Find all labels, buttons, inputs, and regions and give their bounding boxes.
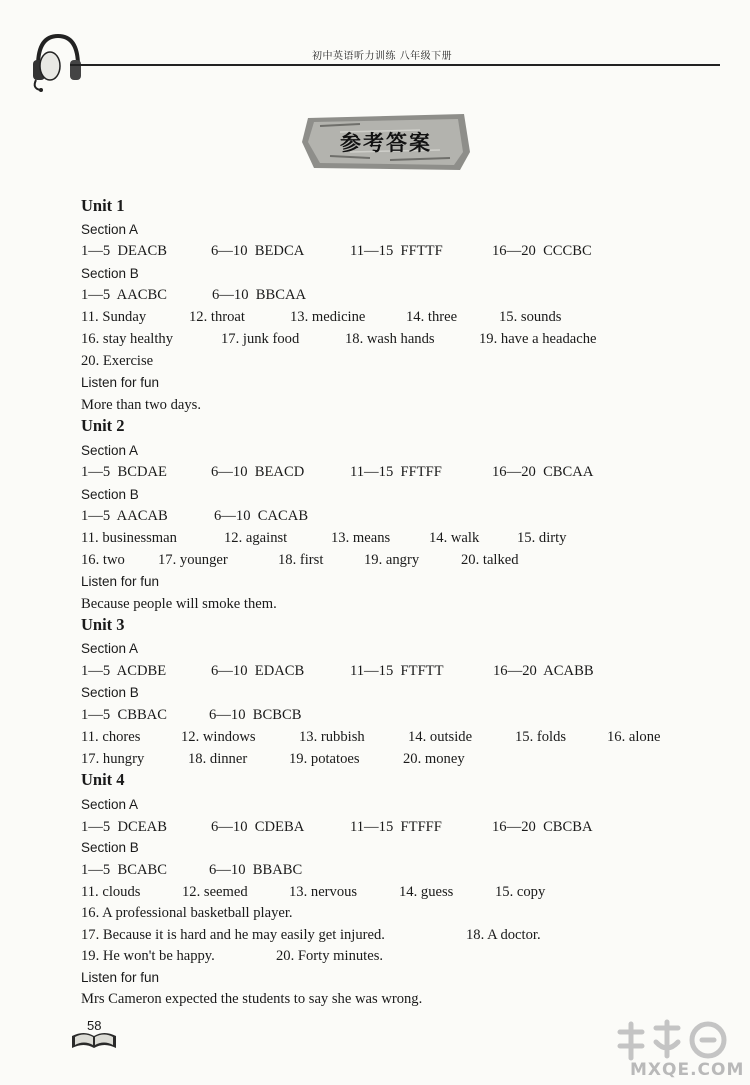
answer-item: 16. stay healthy	[81, 331, 174, 347]
answer-item: 18. dinner	[188, 751, 248, 767]
answer-item: 11. clouds	[81, 884, 141, 900]
answer-item: 19. angry	[364, 552, 420, 568]
answer-item: 13. nervous	[289, 884, 358, 900]
answer-item: 11. Sunday	[81, 309, 147, 325]
answer-item: 19. have a headache	[479, 331, 597, 347]
unit-2-section-a-label: Section A	[81, 443, 139, 458]
answer-item: 19. potatoes	[289, 751, 360, 767]
answer-banner	[300, 112, 472, 172]
answer-group: 1—5 AACBC	[81, 287, 167, 303]
answer-item: 15. folds	[515, 729, 567, 745]
unit-1-listen-for-fun-label: Listen for fun	[81, 375, 160, 390]
answer-group: 6—10 CACAB	[214, 508, 309, 524]
answer-item: 13. rubbish	[299, 729, 365, 745]
answer-item: 15. sounds	[499, 309, 562, 325]
header-title: 初中英语听力训练 八年级下册	[312, 51, 453, 62]
unit-1-listen-for-fun-answer: More than two days.	[81, 397, 201, 413]
unit-4-section-a-label: Section A	[81, 797, 139, 812]
answer-group: 6—10 BBCAA	[212, 287, 307, 303]
answer-group: 6—10 CDEBA	[211, 819, 305, 835]
answer-group: 16—20 CBCAA	[492, 464, 594, 480]
unit-1-row-20: 20. Exercise	[81, 353, 154, 369]
watermark-text: MXQE.COM	[630, 1060, 745, 1080]
answer-group: 11—15 FFTFF	[350, 464, 442, 480]
headphone-icon	[30, 30, 82, 92]
answer-group: 11—15 FTFFF	[350, 819, 442, 835]
answer-item: 14. walk	[429, 530, 480, 546]
unit-2-title: Unit 2	[81, 416, 125, 435]
answer-item: 15. dirty	[517, 530, 567, 546]
answer-item: 12. windows	[181, 729, 256, 745]
unit-4-listen-for-fun-answer: Mrs Cameron expected the students to say she was wrong.	[81, 991, 423, 1007]
unit-2-listen-for-fun-label: Listen for fun	[81, 574, 160, 589]
unit-4-listen-for-fun-label: Listen for fun	[81, 970, 160, 985]
answer-item: 17. younger	[158, 552, 228, 568]
answer-item: 16. alone	[607, 729, 661, 745]
answer-group: 6—10 BBABC	[209, 862, 303, 878]
answer-group: 6—10 EDACB	[211, 663, 305, 679]
answer-item: 18. A doctor.	[466, 927, 541, 943]
unit-4-title: Unit 4	[81, 770, 125, 789]
answer-item: 18. first	[278, 552, 324, 568]
answer-item: 14. three	[406, 309, 458, 325]
answer-group: 6—10 BCBCB	[209, 707, 302, 723]
answer-group: 16—20 CBCBA	[492, 819, 593, 835]
unit-2-listen-for-fun-answer: Because people will smoke them.	[81, 596, 277, 612]
unit-2-section-b-label: Section B	[81, 487, 139, 502]
answer-group: 1—5 CBBAC	[81, 707, 167, 723]
header-divider	[70, 64, 720, 66]
answer-group: 1—5 DEACB	[81, 243, 167, 259]
answer-group: 6—10 BEDCA	[211, 243, 305, 259]
answer-group: 11—15 FFTTF	[350, 243, 443, 259]
answer-item: 17. junk food	[221, 331, 300, 347]
answer-item: 11. businessman	[81, 530, 177, 546]
answer-item: 15. copy	[495, 884, 546, 900]
answer-item: 11. chores	[81, 729, 141, 745]
unit-1-section-a-label: Section A	[81, 222, 139, 237]
answer-item: 17. hungry	[81, 751, 145, 767]
answer-item: 18. wash hands	[345, 331, 435, 347]
answer-item: 14. outside	[408, 729, 473, 745]
unit-3-title: Unit 3	[81, 615, 125, 634]
answer-group: 1—5 BCABC	[81, 862, 167, 878]
unit-3-section-b-label: Section B	[81, 685, 139, 700]
answer-group: 1—5 AACAB	[81, 508, 168, 524]
answer-item: 20. Forty minutes.	[276, 948, 384, 964]
answer-group: 1—5 BCDAE	[81, 464, 167, 480]
answer-group: 11—15 FTFTT	[350, 663, 444, 679]
answer-group: 16—20 CCCBC	[492, 243, 592, 259]
answer-item: 14. guess	[399, 884, 454, 900]
answer-group: 16—20 ACABB	[493, 663, 594, 679]
answer-item: 16. two	[81, 552, 125, 568]
unit-4-section-b-label: Section B	[81, 840, 139, 855]
answer-item: 13. means	[331, 530, 391, 546]
answer-title: 参考答案	[340, 131, 432, 155]
page-header	[0, 0, 750, 95]
answer-group: 1—5 DCEAB	[81, 819, 167, 835]
unit-1-title: Unit 1	[81, 196, 125, 215]
answer-group: 1—5 ACDBE	[81, 663, 167, 679]
unit-4-row-16: 16. A professional basketball player.	[81, 905, 293, 921]
answer-group: 6—10 BEACD	[211, 464, 305, 480]
answer-item: 12. against	[224, 530, 288, 546]
answer-item: 17. Because it is hard and he may easily get injured.	[81, 927, 385, 943]
answer-item: 12. throat	[189, 309, 245, 325]
answer-item: 13. medicine	[290, 309, 366, 325]
page-number: 58	[87, 1018, 102, 1033]
unit-1-section-b-label: Section B	[81, 266, 139, 281]
answer-item: 19. He won't be happy.	[81, 948, 215, 964]
answer-item: 12. seemed	[182, 884, 248, 900]
unit-3-section-a-label: Section A	[81, 641, 139, 656]
answer-item: 20. money	[403, 751, 465, 767]
answer-item: 20. talked	[461, 552, 519, 568]
